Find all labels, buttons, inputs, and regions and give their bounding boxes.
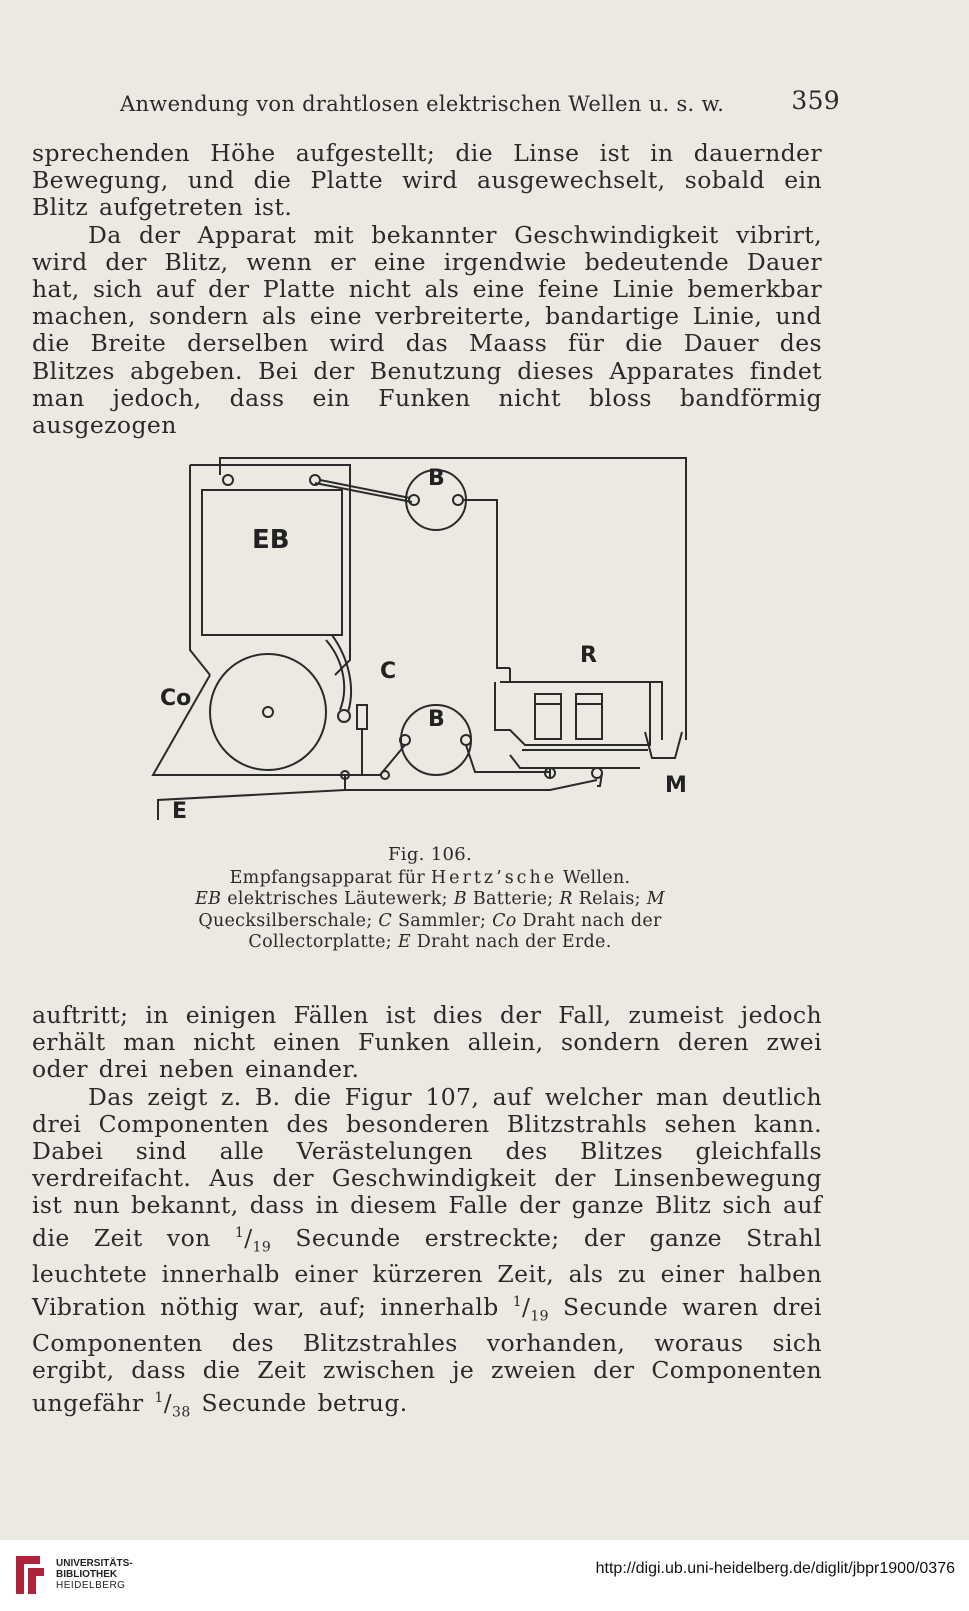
label-co: Co: [160, 686, 192, 711]
library-name: UNIVERSITÄTS- BIBLIOTHEK HEIDELBERG: [56, 1558, 133, 1591]
bell-box: [202, 490, 342, 635]
relay: [495, 682, 650, 745]
bell-housing: [190, 465, 350, 675]
body-text-top: [32, 140, 822, 439]
paragraph: Da der Apparat mit bekannter Geschwindigkeit vibrirt, wird der Blitz, wenn er eine irgendwie bedeutende Dauer hat, sich auf der Platte nicht als eine feine Linie bemerkbar machen, sondern als eine verbreiterte, bandartige Linie, und die Breite derselben wird das Maass für die Dauer des Blitzes abgeben. Bei der Benutzung dieses Apparates findet man jedoch, dass ein Funken nicht bloss bandförmig ausgezogen: [32, 220, 822, 440]
running-title: Anwendung von drahtlosen elektrischen Wellen u. s. w.: [120, 92, 725, 116]
label-c: C: [380, 659, 397, 684]
library-logo-icon: [10, 1550, 50, 1600]
permalink[interactable]: http://digi.ub.uni-heidelberg.de/diglit/jbpr1900/0376: [595, 1560, 955, 1577]
bell-gong: [210, 654, 326, 770]
label-b-top: B: [428, 466, 445, 491]
circuit-diagram: [150, 450, 710, 850]
caption-legend: EB elektrisches Läutewerk; B Batterie; R Relais; M Quecksilberschale; C Sammler; Co Draht nach der Collectorplatte; E Draht nach der Erde.: [195, 889, 665, 952]
body-text-bottom: [32, 1002, 822, 1426]
paragraph: Das zeigt z. B. die Figur 107, auf welcher man deutlich drei Componenten des besonderen Blitzstrahls sehen kann. Dabei sind alle Verästelungen des Blitzes gleichfalls verdreifacht. Aus der Geschwindigkeit der Linsenbewegung ist nun bekannt, dass in diesem Falle der ganze Blitz sich auf die Zeit von $^1/_{19}$ Secunde erstreckte; der ganze Strahl leuchtete innerhalb einer kürzeren Zeit, als zu einer halben Vibration nöthig war, auf; innerhalb $^1/_{19}$ Secunde waren drei Componenten des Blitzstrahles vorhanden, woraus sich ergibt, dass die Zeit zwischen je zweien der Componenten ungefähr $^1/_{38}$ Secunde betrug.: [32, 1082, 822, 1421]
paragraph: auftritt; in einigen Fällen ist dies der Fall, zumeist jedoch erhält man nicht einen Funken allein, sondern deren zwei oder drei neben einander.: [32, 1001, 822, 1084]
figure-caption: [150, 844, 710, 954]
library-footer: [0, 1540, 969, 1611]
label-m: M: [665, 773, 687, 798]
label-eb: EB: [252, 525, 290, 555]
coherer: [357, 705, 367, 729]
page-number: 359: [791, 86, 840, 115]
paragraph: sprechenden Höhe aufgestellt; die Linse ist in dauernder Bewegung, und die Platte wird ausgewechselt, sobald ein Blitz aufgetreten ist.: [32, 139, 822, 222]
figure-number: Fig. 106.: [388, 844, 472, 865]
label-r: R: [580, 643, 597, 668]
label-b-bottom: B: [428, 707, 445, 732]
caption-title: Empfangsapparat für Hertz’sche Wellen.: [229, 867, 631, 888]
label-e: E: [172, 799, 188, 824]
